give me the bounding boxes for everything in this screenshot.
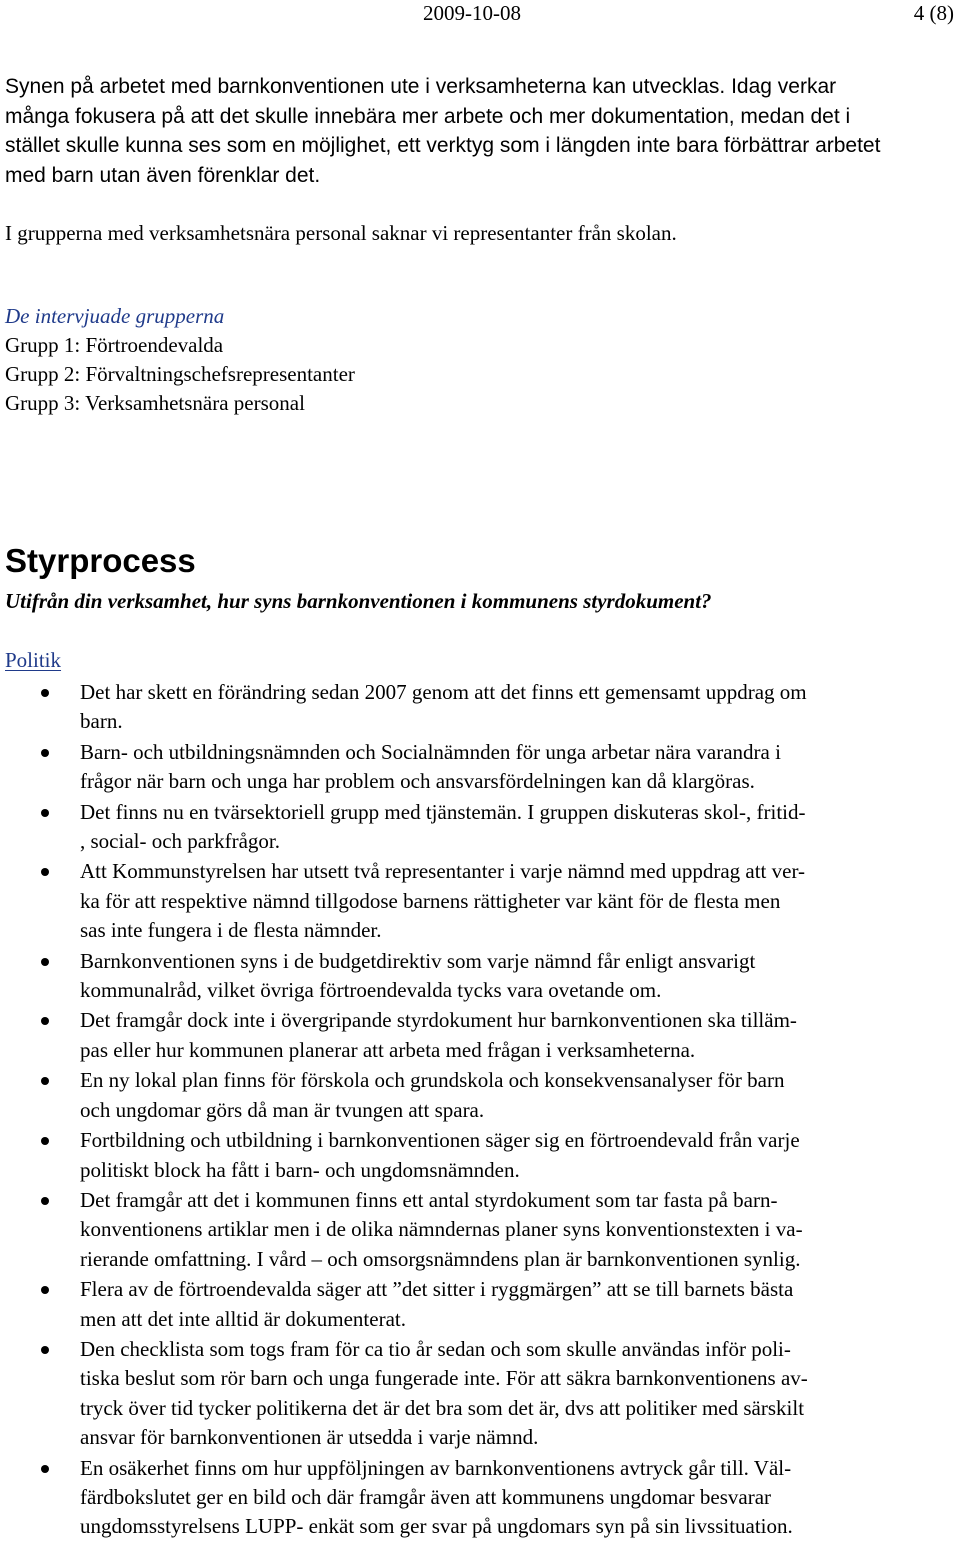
bullet-icon bbox=[41, 1465, 49, 1473]
list-item-line: Det finns nu en tvärsektoriell grupp med tjänstemän. I gruppen diskuteras skol-, fritid- bbox=[80, 799, 806, 824]
list-item-line: Det har skett en förändring sedan 2007 genom att det finns ett gemensamt uppdrag om bbox=[80, 680, 807, 704]
groups-title: De intervjuade grupperna bbox=[5, 304, 225, 328]
list-item-line: barn. bbox=[80, 709, 123, 734]
list-item-line: sas inte fungera i de flesta nämnder. bbox=[80, 918, 382, 943]
list-item bbox=[0, 1126, 960, 1185]
list-item-line: Det framgår att det i kommunen finns ett antal styrdokument som tar fasta på barn- bbox=[80, 1187, 778, 1212]
schools-note: I grupperna med verksamhetsnära personal saknar vi representanter från skolan. bbox=[5, 221, 677, 245]
bullet-icon bbox=[41, 1286, 49, 1294]
list-item bbox=[0, 1275, 960, 1334]
list-item-line: Den checklista som togs fram för ca tio år sedan och som skulle användas inför poli- bbox=[80, 1336, 791, 1361]
bullet-icon bbox=[41, 689, 49, 697]
list-item-line: rierande omfattning. I vård – och omsorgsnämndens plan är barnkonventionen synlig. bbox=[80, 1246, 801, 1271]
bullet-icon bbox=[41, 1346, 49, 1354]
list-item-line: Barnkonventionen syns i de budgetdirektiv som varje nämnd får enligt ansvarigt bbox=[80, 948, 756, 973]
bullet-icon bbox=[41, 958, 49, 966]
findings-list bbox=[0, 678, 960, 1543]
bullet-icon bbox=[41, 1017, 49, 1025]
list-item-line: En osäkerhet finns om hur uppföljningen av barnkonventionens avtryck går till. Väl- bbox=[80, 1455, 792, 1480]
list-item-line: En ny lokal plan finns för förskola och grundskola och konsekvensanalyser för barn bbox=[80, 1068, 785, 1093]
section-heading: Styrprocess bbox=[5, 542, 196, 579]
list-item bbox=[0, 1335, 960, 1453]
list-item bbox=[0, 738, 960, 797]
list-item-line: Fortbildning och utbildning i barnkonventionen säger sig en förtroendevald från varje bbox=[80, 1128, 800, 1153]
intro-paragraph bbox=[5, 72, 955, 190]
bullet-icon bbox=[41, 1197, 49, 1205]
list-item-line: , social- och parkfrågor. bbox=[80, 829, 281, 854]
list-item-line: kommunalråd, vilket övriga förtroendevalda tycks vara ovetande om. bbox=[80, 978, 662, 1003]
group-item: Grupp 3: Verksamhetsnära personal bbox=[5, 391, 305, 415]
intro-line: med barn utan även förenklar det. bbox=[5, 163, 321, 187]
group-item: Grupp 1: Förtroendevalda bbox=[5, 333, 224, 357]
intro-line: stället skulle kunna ses som en möjlighet, ett verktyg som i längden inte bara förbättrar arbetet bbox=[5, 134, 881, 157]
list-item-line: ungdomsstyrelsens LUPP- enkät som ger svar på ungdomars syn på sin livssituation. bbox=[80, 1514, 793, 1539]
list-item-line: ka för att respektive nämnd tillgodose barnens rättigheter var känt för de flesta men bbox=[80, 888, 781, 913]
list-item-line: konventionens artiklar men i de olika nämndernas planer syns konventionstexten i va- bbox=[80, 1217, 803, 1242]
bullet-icon bbox=[41, 749, 49, 757]
list-item-line: Barn- och utbildningsnämnden och Socialnämnden för unga arbetar nära varandra i bbox=[80, 739, 781, 764]
intro-line: Synen på arbetet med barnkonventionen ute i verksamheterna kan utvecklas. Idag verkar bbox=[5, 75, 837, 98]
list-item-line: Det framgår dock inte i övergripande styrdokument hur barnkonventionen ska tilläm- bbox=[80, 1008, 797, 1033]
list-item-line: Att Kommunstyrelsen har utsett två representanter i varje nämnd med uppdrag att ver- bbox=[80, 859, 806, 884]
bullet-icon bbox=[41, 868, 49, 876]
page-number: 4 (8) bbox=[913, 1, 954, 25]
list-item bbox=[0, 1186, 960, 1274]
list-item bbox=[0, 947, 960, 1006]
intro-line: många fokusera på att det skulle innebära mer arbete och mer dokumentation, medan det i bbox=[5, 104, 851, 128]
header-date: 2009-10-08 bbox=[423, 1, 521, 25]
list-item-line: pas eller hur kommunen planerar att arbeta med frågan i verksamheterna. bbox=[80, 1037, 696, 1062]
list-item-line: politiskt block ha fått i barn- och ungdomsnämnden. bbox=[80, 1157, 520, 1182]
list-item bbox=[0, 857, 960, 945]
list-item-line: färdbokslutet ger en bild och där framgår även att kommunens ungdomar besvarar bbox=[80, 1484, 772, 1509]
bullet-icon bbox=[41, 1077, 49, 1085]
group-item: Grupp 2: Förvaltningschefsrepresentanter bbox=[5, 362, 355, 386]
bullet-icon bbox=[41, 1137, 49, 1145]
list-item-line: ansvar för barnkonventionen är utsedda i varje nämnd. bbox=[80, 1425, 539, 1450]
list-item-line: frågor när barn och unga har problem och ansvarsfördelningen kan då klargöras. bbox=[80, 769, 755, 794]
interview-groups bbox=[5, 302, 955, 418]
list-item bbox=[0, 678, 960, 737]
section-question: Utifrån din verksamhet, hur syns barnkonventionen i kommunens styrdokument? bbox=[5, 589, 712, 613]
list-item-line: och ungdomar görs då man är tvungen att spara. bbox=[80, 1097, 485, 1122]
list-item bbox=[0, 1006, 960, 1065]
subheading-politik: Politik bbox=[5, 648, 62, 672]
list-item-line: tryck över tid tycker politikerna det är det bra som det är, dvs att politiker med särskilt bbox=[80, 1395, 805, 1420]
list-item bbox=[0, 1066, 960, 1125]
page-header bbox=[0, 0, 960, 30]
list-item-line: tiska beslut som rör barn och unga fungerade inte. För att säkra barnkonventionens av- bbox=[80, 1366, 808, 1391]
bullet-icon bbox=[41, 809, 49, 817]
list-item bbox=[0, 1454, 960, 1542]
list-item bbox=[0, 798, 960, 857]
list-item-line: Flera av de förtroendevalda säger att ”det sitter i ryggmärgen” att se till barnets bästa bbox=[80, 1277, 794, 1302]
list-item-line: men att det inte alltid är dokumenterat. bbox=[80, 1306, 406, 1331]
